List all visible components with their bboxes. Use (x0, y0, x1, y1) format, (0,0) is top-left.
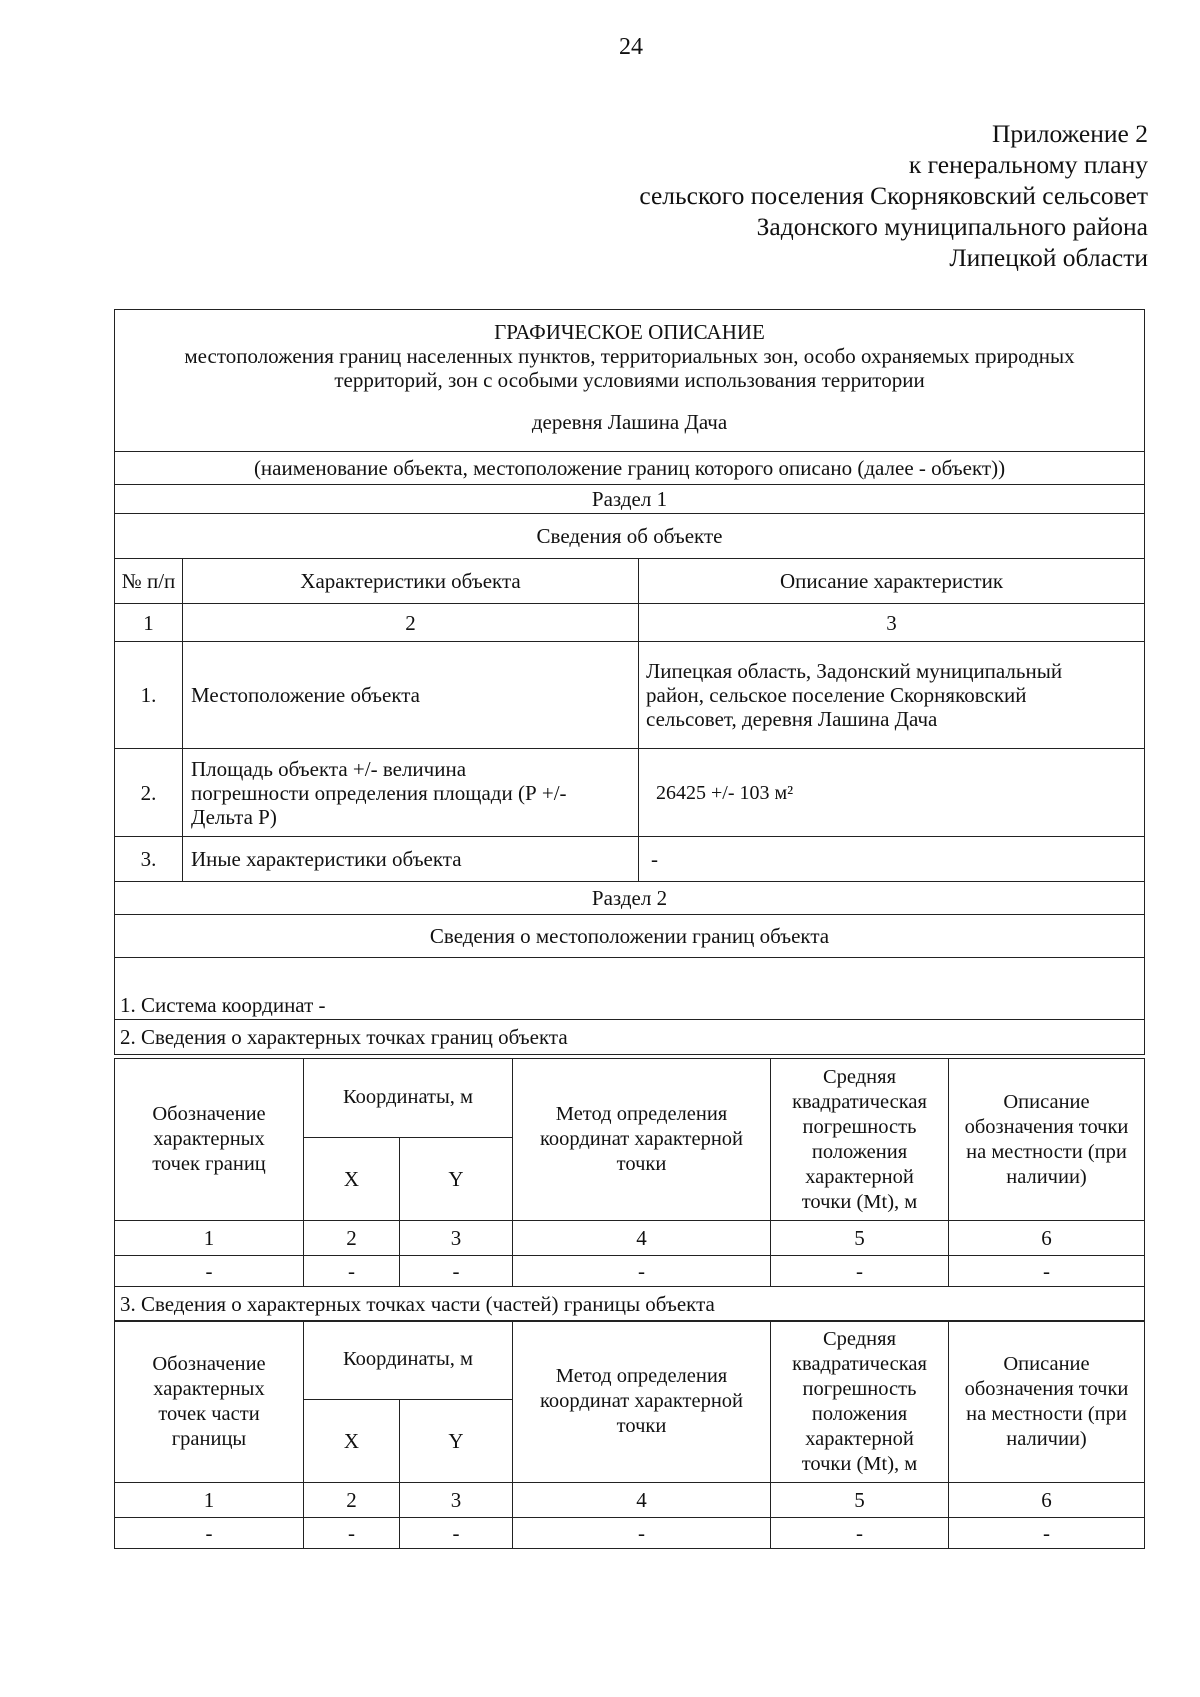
appendix-line: к генеральному плану (908, 150, 1148, 179)
row-value: - (639, 837, 1145, 882)
table-cell: - (771, 1256, 949, 1287)
table-cell: - (949, 1518, 1145, 1549)
row-characteristic: Иные характеристики объекта (183, 837, 639, 882)
header-method: Метод определения координат характерной точки (513, 1059, 771, 1221)
section1-title: Сведения об объекте (115, 514, 1145, 559)
table-cell: - (304, 1256, 400, 1287)
header-y: Y (400, 1400, 513, 1483)
row-characteristic-line: Дельта Р) (191, 804, 277, 829)
row-number: 2. (115, 749, 183, 837)
document-subtitle: территорий, зон с особыми условиями использования территории (334, 368, 925, 392)
column-number: 3 (400, 1221, 513, 1256)
column-header-characteristics: Характеристики объекта (183, 559, 639, 604)
header-point-description: Описание обозначения точки на местности (при наличии) (949, 1321, 1145, 1483)
header-mean-error: Средняя квадратическая погрешность положения характерной точки (Mt), м (771, 1321, 949, 1483)
row-value: 26425 +/- 103 м² (639, 749, 1145, 837)
row-value-line: сельсовет, деревня Лашина Дача (646, 707, 938, 731)
row-characteristic-line: Площадь объекта +/- величина (191, 756, 467, 781)
table-cell: - (304, 1518, 400, 1549)
table-cell: - (771, 1518, 949, 1549)
section2-title: Сведения о местоположении границ объекта (115, 915, 1145, 958)
appendix-line: Приложение 2 (992, 119, 1148, 148)
header-x: X (304, 1138, 400, 1221)
boundary-part-points-table (114, 1320, 1145, 1549)
table-row (115, 837, 1145, 882)
column-number: 1 (115, 604, 183, 642)
object-caption: (наименование объекта, местоположение границ которого описано (далее - объект)) (115, 452, 1145, 485)
column-number: 3 (639, 604, 1145, 642)
header-y: Y (400, 1138, 513, 1221)
column-number: 1 (115, 1483, 304, 1518)
document-subtitle: местоположения границ населенных пунктов, территориальных зон, особо охраняемых природных (184, 344, 1075, 368)
row-characteristic: Местоположение объекта (183, 642, 639, 749)
page-number: 24 (619, 34, 643, 60)
column-number: 5 (771, 1221, 949, 1256)
header-point-description: Описание обозначения точки на местности (при наличии) (949, 1059, 1145, 1221)
column-number: 1 (115, 1221, 304, 1256)
table-cell: - (400, 1256, 513, 1287)
appendix-header (639, 118, 1148, 273)
table-cell: - (115, 1518, 304, 1549)
header-coordinates: Координаты, м (304, 1321, 513, 1400)
coordinate-system: 1. Система координат - (115, 958, 1145, 1020)
row-value (639, 642, 1145, 749)
row-characteristic (183, 749, 639, 837)
column-number: 4 (513, 1483, 771, 1518)
row-value-line: Липецкая область, Задонский муниципальный (646, 659, 1063, 683)
table-row (115, 642, 1145, 749)
column-number: 2 (304, 1221, 400, 1256)
header-x: X (304, 1400, 400, 1483)
object-name: деревня Лашина Дача (531, 410, 728, 434)
column-number: 6 (949, 1483, 1145, 1518)
table-row (115, 1256, 1145, 1287)
column-number: 4 (513, 1221, 771, 1256)
column-number: 2 (183, 604, 639, 642)
table-row (115, 1518, 1145, 1549)
graphic-description-table (114, 309, 1145, 1055)
header-mean-error: Средняя квадратическая погрешность положения характерной точки (Mt), м (771, 1059, 949, 1221)
column-header-description: Описание характеристик (639, 559, 1145, 604)
appendix-line: сельского поселения Скорняковский сельсовет (639, 181, 1148, 210)
appendix-line: Липецкой области (949, 243, 1148, 272)
row-number: 3. (115, 837, 183, 882)
column-header-number: № п/п (115, 559, 183, 604)
section1-label: Раздел 1 (115, 485, 1145, 514)
column-number: 2 (304, 1483, 400, 1518)
document-title: ГРАФИЧЕСКОЕ ОПИСАНИЕ (494, 320, 765, 344)
row-characteristic-line: погрешности определения площади (Р +/- (191, 780, 567, 805)
table-cell: - (513, 1518, 771, 1549)
row-value-line: район, сельское поселение Скорняковский (646, 683, 1027, 707)
table-cell: - (115, 1256, 304, 1287)
section2-label: Раздел 2 (115, 882, 1145, 915)
document-header (115, 310, 1145, 452)
header-point-designation: Обозначение характерных точек границ (115, 1059, 304, 1221)
table-cell: - (949, 1256, 1145, 1287)
table-cell: - (400, 1518, 513, 1549)
table3-caption: 3. Сведения о характерных точках части (частей) границы объекта (115, 1287, 1145, 1322)
header-coordinates: Координаты, м (304, 1059, 513, 1138)
boundary-points-table (114, 1058, 1145, 1322)
table-cell: - (513, 1256, 771, 1287)
header-point-designation: Обозначение характерных точек части границы (115, 1321, 304, 1483)
column-number: 5 (771, 1483, 949, 1518)
header-method: Метод определения координат характерной точки (513, 1321, 771, 1483)
column-number: 6 (949, 1221, 1145, 1256)
appendix-line: Задонского муниципального района (756, 212, 1148, 241)
column-number: 3 (400, 1483, 513, 1518)
table-row (115, 749, 1145, 837)
table2-caption: 2. Сведения о характерных точках границ объекта (115, 1020, 1145, 1055)
row-number: 1. (115, 642, 183, 749)
